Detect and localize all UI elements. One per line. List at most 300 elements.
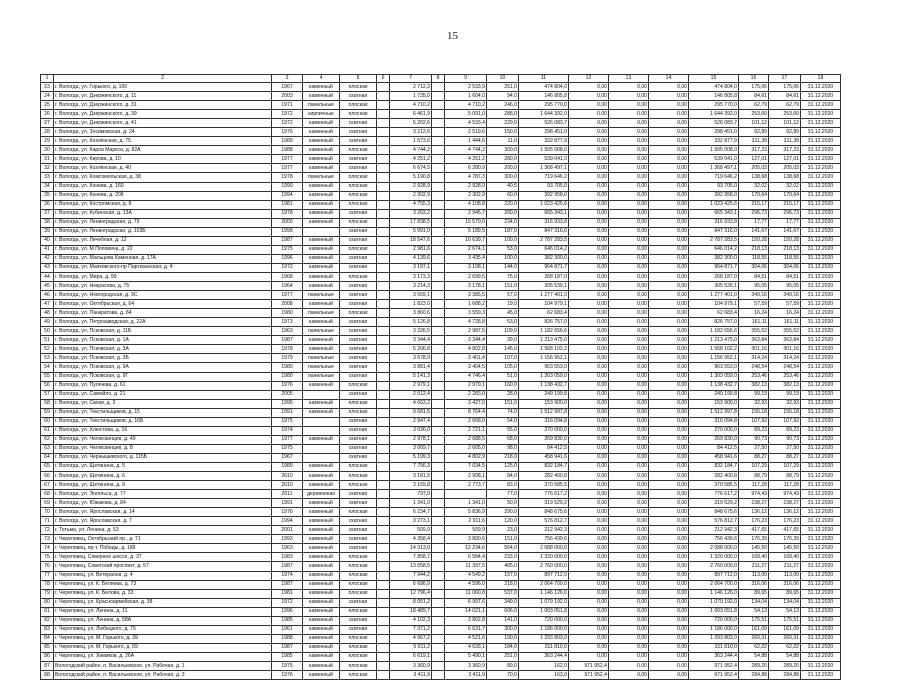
table-cell-col-4: каменный [303,435,340,444]
table-cell-col-13: 0,00 [609,272,649,281]
table-cell-col-9: 6 280,9 [445,164,487,173]
table-cell-col-1: 64 [41,453,54,462]
table-cell-col-4: каменный [303,598,340,607]
table-cell-col-16: 113,00 [739,571,769,580]
table-cell-col-14: 0,00 [649,146,689,155]
table-cell-col-2: г. Вологда, ул. М.Поповича, д. 22 [54,245,272,254]
table-cell-col-4: каменный [303,119,340,128]
table-cell-col-5: скатная [340,92,377,101]
table-cell-col-1: 52 [41,345,54,354]
table-cell-col-17: 107,29 [769,462,801,471]
table-cell-col-12: 0,00 [569,399,609,408]
table-cell-col-5: плоская [340,218,377,227]
table-cell-col-10: 151,0 [487,535,519,544]
table-cell-col-3: 1972 [272,598,303,607]
table-cell-col-17: 248,54 [769,363,801,372]
table-cell-col-10: 151,0 [487,399,519,408]
table-cell-col-13: 0,00 [609,553,649,562]
table-cell-col-11: 363 244,4 [519,652,569,661]
table-cell-col-16: 316,06 [739,580,769,589]
table-cell-col-11: 311 810,0 [519,643,569,652]
table-cell-col-4: каменный [303,671,340,680]
table-cell-col-3: 1972 [272,263,303,272]
table-cell-col-1: 43 [41,263,54,272]
table-cell-col-2: г. Вологда, ул. Зосимовская, д. 24 [54,128,272,137]
table-cell-col-3: 1987 [272,236,303,245]
table-cell-col-16: 176,23 [739,517,769,526]
table-cell-col-10: 19,0 [487,300,519,309]
table-cell-col-10: 107,0 [487,354,519,363]
table-cell-col-6 [377,164,390,173]
table-cell-col-6 [377,327,390,336]
table-cell-col-3: 1978 [272,173,303,182]
table-cell-col-14: 0,00 [649,662,689,671]
table-cell-col-6 [377,616,390,625]
table-cell-col-13: 0,00 [609,472,649,481]
table-cell-col-17: 95,05 [769,282,801,291]
table-cell-col-16: 211,38 [739,137,769,146]
table-cell-col-14: 0,00 [649,164,689,173]
table-cell-col-6 [377,472,390,481]
table-cell-col-4: каменный [303,182,340,191]
table-cell-col-16: 138,68 [739,173,769,182]
table-cell-col-11: 539 041,0 [519,155,569,164]
table-cell-col-10: 160,0 [487,381,519,390]
table-cell-col-15: 1 320 000,0 [689,553,739,562]
table-cell-col-5: скатная [340,426,377,435]
table-cell-col-11: 719 646,2 [519,173,569,182]
table-cell-col-2: г. Череповец, ул. К. Беляева, д. 73 [54,580,272,589]
table-cell-col-7: 4 358,4 [390,535,432,544]
table-cell-col-14: 0,00 [649,300,689,309]
table-cell-col-4: каменный [303,408,340,417]
table-cell-col-10: 94,0 [487,92,519,101]
table-row [41,417,841,426]
table-cell-col-6 [377,652,390,661]
table-cell-col-13: 0,00 [609,535,649,544]
table-cell-col-9: 5 091,0 [445,110,487,119]
table-cell-col-18: 31.12.2020 [801,417,841,426]
table-cell-col-16: 168,40 [739,553,769,562]
table-cell-col-14: 0,00 [649,499,689,508]
table-cell-col-5: скатная [340,282,377,291]
table-cell-col-8 [432,372,445,381]
table-cell-col-7: 1 823,0 [390,300,432,309]
table-cell-col-7: 3 678,9 [390,354,432,363]
table-cell-col-3: 1994 [272,191,303,200]
table-cell-col-15: 1 138 432,7 [689,381,739,390]
table-cell-col-11: 963 553,0 [519,363,569,372]
table-cell-col-7: 3 159,8 [390,481,432,490]
table-cell-col-14: 0,00 [649,83,689,92]
table-cell-col-6 [377,544,390,553]
table-cell-col-11: 897 712,0 [519,571,569,580]
table-cell-col-6 [377,227,390,236]
table-cell-col-1: 34 [41,182,54,191]
table-cell-col-2: г. Вологда, ул. Карла Маркса, д. 82А [54,146,272,155]
table-cell-col-18: 31.12.2020 [801,625,841,634]
table-cell-col-17: 118,55 [769,254,801,263]
table-cell-col-15: 539 041,0 [689,155,739,164]
table-cell-col-9: 2 987,5 [445,327,487,336]
table-cell-col-3: 1991 [272,408,303,417]
table-cell-col-12: 0,00 [569,155,609,164]
column-header-16: 16 [739,75,769,83]
table-cell-col-1: 67 [41,481,54,490]
table-cell-col-16: 32,02 [739,182,769,191]
table-cell-col-14: 0,00 [649,227,689,236]
table-cell-col-14: 0,00 [649,354,689,363]
table-cell-col-9: 1 444,6 [445,137,487,146]
table-cell-col-18: 31.12.2020 [801,571,841,580]
table-cell-col-12: 0,00 [569,164,609,173]
table-cell-col-6 [377,209,390,218]
table-cell-col-11: 153 900,0 [519,399,569,408]
table-cell-col-4: каменный [303,462,340,471]
table-cell-col-7: 3 860,6 [390,309,432,318]
table-cell-col-5: плоская [340,309,377,318]
table-cell-col-6 [377,481,390,490]
table-cell-col-10: 537,0 [487,589,519,598]
table-cell-col-18: 31.12.2020 [801,272,841,281]
table-cell-col-6 [377,535,390,544]
table-cell-col-3: 2000 [272,218,303,227]
table-cell-col-10: 251,0 [487,83,519,92]
column-header-3: 3 [272,75,303,83]
table-cell-col-6 [377,526,390,535]
table-cell-col-14: 0,00 [649,589,689,598]
table-row [41,137,841,146]
table-cell-col-3: 1987 [272,580,303,589]
table-cell-col-13: 0,00 [609,462,649,471]
table-cell-col-15: 1 023 425,6 [689,200,739,209]
table-cell-col-15: 93 705,0 [689,182,739,191]
table-cell-col-15: 1 568 102,2 [689,345,739,354]
table-cell-col-12: 0,00 [569,435,609,444]
table-cell-col-14: 0,00 [649,291,689,300]
table-cell-col-9: 4 802,8 [445,345,487,354]
table-cell-col-5: скатная [340,318,377,327]
table-cell-col-18: 31.12.2020 [801,580,841,589]
table-cell-col-12: 0,00 [569,652,609,661]
table-cell-col-16: 161,09 [739,625,769,634]
table-cell-col-17: 89,23 [769,426,801,435]
table-cell-col-6 [377,128,390,137]
table-cell-col-1: 37 [41,209,54,218]
column-header-11: 11 [519,75,569,83]
table-cell-col-13: 0,00 [609,417,649,426]
table-cell-col-5: скатная [340,453,377,462]
table-cell-col-16: 296,73 [739,209,769,218]
table-cell-col-18: 31.12.2020 [801,173,841,182]
table-cell-col-13: 0,00 [609,191,649,200]
table-cell-col-7: 1 341,0 [390,499,432,508]
table-row [41,291,841,300]
table-cell-col-11: 1 568 102,2 [519,345,569,354]
table-cell-col-5: плоская [340,508,377,517]
table-cell-col-5: плоская [340,562,377,571]
table-cell-col-18: 31.12.2020 [801,435,841,444]
table-cell-col-7: 3 173,3 [390,272,432,281]
table-cell-col-3: 1978 [272,209,303,218]
table-cell-col-1: 47 [41,300,54,309]
table-row [41,589,841,598]
table-cell-col-7: 3 197,1 [390,263,432,272]
table-cell-col-16: 284,88 [739,671,769,680]
table-cell-col-15: 1 146 126,0 [689,589,739,598]
table-cell-col-11: 104 979,1 [519,300,569,309]
table-cell-col-9: 3 800,6 [445,535,487,544]
table-cell-col-17: 32,93 [769,399,801,408]
table-cell-col-8 [432,119,445,128]
table-cell-col-11: 163,0 [519,671,569,680]
table-cell-col-5: плоская [340,83,377,92]
column-header-14: 14 [649,75,689,83]
table-cell-col-13: 0,00 [609,336,649,345]
table-cell-col-16: 176,39 [739,535,769,544]
table-cell-col-11: 249 199,8 [519,390,569,399]
table-cell-col-18: 31.12.2020 [801,182,841,191]
table-cell-col-17: 215,17 [769,200,801,209]
table-cell-col-13: 0,00 [609,209,649,218]
table-cell-col-13: 0,00 [609,598,649,607]
table-cell-col-11: 776 617,2 [519,490,569,499]
table-cell-col-14: 0,00 [649,490,689,499]
table-cell-col-6 [377,182,390,191]
table-cell-col-9: 3 559,3 [445,309,487,318]
table-cell-col-10: 218,0 [487,453,519,462]
table-cell-col-8 [432,146,445,155]
table-cell-col-15: 1 303 059,0 [689,372,739,381]
table-cell-col-9: 4 633,1 [445,643,487,652]
table-cell-col-4: каменный [303,589,340,598]
table-cell-col-10: 141,0 [487,616,519,625]
table-cell-col-13: 0,00 [609,499,649,508]
table-cell-col-15: 576 812,7 [689,517,739,526]
table-cell-col-9: 2 721,1 [445,426,487,435]
table-cell-col-16: 88,79 [739,472,769,481]
table-cell-col-6 [377,200,390,209]
table-cell-col-9: 3 344,4 [445,336,487,345]
table-cell-col-7: 14 313,0 [390,544,432,553]
table-cell-col-18: 31.12.2020 [801,263,841,272]
table-cell-col-4: каменный [303,662,340,671]
table-cell-col-7: 3 036,0 [390,426,432,435]
table-cell-col-2: г. Череповец, ул. Любецкого, д. 75 [54,625,272,634]
table-cell-col-13: 0,00 [609,182,649,191]
table-cell-col-10: 60,0 [487,191,519,200]
table-cell-col-15: 897 712,0 [689,571,739,580]
table-cell-col-14: 0,00 [649,616,689,625]
table-cell-col-6 [377,390,390,399]
table-row [41,227,841,236]
table-cell-col-10: 83,0 [487,481,519,490]
table-cell-col-16: 211,27 [739,562,769,571]
table-cell-col-6 [377,462,390,471]
table-cell-col-5: скатная [340,625,377,634]
table-cell-col-17: 417,65 [769,526,801,535]
table-cell-col-8 [432,209,445,218]
table-cell-col-1: 41 [41,245,54,254]
table-cell-col-2: г. Вологда, ул. Дзержинского, д. 39 [54,110,272,119]
table-cell-col-9: 11 397,5 [445,562,487,571]
table-cell-col-17: 54,13 [769,607,801,616]
table-cell-col-16: 289,20 [739,662,769,671]
table-row [41,363,841,372]
table-row [41,173,841,182]
table-cell-col-9: 2 908,1 [445,472,487,481]
table-cell-col-14: 0,00 [649,517,689,526]
table-row [41,462,841,471]
table-cell-col-11: 1 368 497,1 [519,164,569,173]
table-cell-col-4: каменный [303,616,340,625]
table-cell-col-9: 2 911,6 [445,517,487,526]
table-cell-col-8 [432,318,445,327]
table-cell-col-5: скатная [340,444,377,453]
table-cell-col-12: 0,00 [569,381,609,390]
table-cell-col-17: 32,02 [769,182,801,191]
table-cell-col-8 [432,390,445,399]
table-cell-col-14: 0,00 [649,598,689,607]
table-cell-col-5: скатная [340,517,377,526]
table-cell-col-14: 0,00 [649,155,689,164]
table-cell-col-18: 31.12.2020 [801,83,841,92]
table-cell-col-17: 62,79 [769,101,801,110]
table-cell-col-13: 0,00 [609,164,649,173]
table-cell-col-16: 27,50 [739,444,769,453]
table-cell-col-18: 31.12.2020 [801,662,841,671]
table-cell-col-5: скатная [340,300,377,309]
table-cell-col-15: 458 941,6 [689,453,739,462]
table-cell-col-3: 1976 [272,128,303,137]
table-cell-col-15: 84 412,5 [689,444,739,453]
table-cell-col-12: 0,00 [569,571,609,580]
table-cell-col-7: 2 981,6 [390,245,432,254]
table-cell-col-11: 1 146 126,0 [519,589,569,598]
table-cell-col-11: 93 705,0 [519,182,569,191]
table-cell-col-5: скатная [340,598,377,607]
table-cell-col-1: 53 [41,354,54,363]
table-cell-col-14: 0,00 [649,92,689,101]
table-cell-col-3: 1974 [272,571,303,580]
table-cell-col-14: 0,00 [649,345,689,354]
table-cell-col-18: 31.12.2020 [801,372,841,381]
table-cell-col-8 [432,309,445,318]
table-cell-col-15: 971 952,4 [689,671,739,680]
table-cell-col-13: 0,00 [609,363,649,372]
table-cell-col-10: 109,0 [487,327,519,336]
column-header-6: 6 [377,75,390,83]
table-cell-col-3: 1977 [272,291,303,300]
table-cell-col-5: плоская [340,182,377,191]
table-cell-col-17: 113,00 [769,571,801,580]
table-cell-col-5: плоская [340,652,377,661]
table-cell-col-9: 2 688,5 [445,435,487,444]
table-cell-col-5: скатная [340,236,377,245]
table-cell-col-5: скатная [340,499,377,508]
table-cell-col-15: 756 439,6 [689,535,739,544]
table-cell-col-9: 5 189,5 [445,227,487,236]
table-body [41,83,841,680]
table-cell-col-14: 0,00 [649,444,689,453]
table-cell-col-11: 1 023 425,6 [519,200,569,209]
table-cell-col-4: каменный [303,300,340,309]
table-cell-col-11: 305 539,1 [519,282,569,291]
table-cell-col-7: 7 858,7 [390,553,432,562]
table-cell-col-18: 31.12.2020 [801,119,841,128]
table-cell-col-15: 146 805,8 [689,92,739,101]
table-cell-col-16: 253,46 [739,372,769,381]
table-cell-col-16: 150,28 [739,236,769,245]
table-cell-col-9 [445,490,487,499]
table-cell-col-10: 290,0 [487,508,519,517]
table-cell-col-10: 74,0 [487,408,519,417]
table-cell-col-5: скатная [340,616,377,625]
table-cell-col-2: г. Вологда, ул. Мира, д. 99 [54,272,272,281]
column-header-1: 1 [41,75,54,83]
table-cell-col-3: 1975 [272,245,303,254]
table-row [41,110,841,119]
table-cell-col-2: г. Череповец, ул. М. Горького, д. 39 [54,634,272,643]
table-cell-col-13: 0,00 [609,300,649,309]
table-cell-col-5: скатная [340,155,377,164]
table-row [41,517,841,526]
table-cell-col-8 [432,453,445,462]
table-cell-col-8 [432,426,445,435]
table-cell-col-2: г. Череповец, ул. М. Горького, д. 69 [54,643,272,652]
table-cell-col-18: 31.12.2020 [801,227,841,236]
table-cell-col-9: 3 108,1 [445,263,487,272]
table-cell-col-3: 1964 [272,282,303,291]
table-cell-col-9: 4 533,4 [445,119,487,128]
table-cell-col-5: плоская [340,589,377,598]
table-cell-col-8 [432,535,445,544]
table-cell-col-9: 16 639,7 [445,236,487,245]
table-cell-col-17: 161,11 [769,318,801,327]
table-cell-col-14: 0,00 [649,236,689,245]
table-cell-col-15: 1 003 051,8 [689,607,739,616]
table-cell-col-1: 72 [41,526,54,535]
table-cell-col-17: 176,39 [769,535,801,544]
table-cell-col-15: 848 675,6 [689,508,739,517]
table-cell-col-13: 0,00 [609,155,649,164]
table-cell-col-10: 405,0 [487,562,519,571]
table-cell-col-16: 248,54 [739,363,769,372]
table-cell-col-10: 251,0 [487,652,519,661]
table-cell-col-2: г. Череповец, Советский проспект, д. 57 [54,562,272,571]
table-cell-col-11: 295 770,0 [519,101,569,110]
table-cell-col-10: 300,0 [487,625,519,634]
table-cell-col-16: 62,22 [739,643,769,652]
table-cell-col-7: 6 686,9 [390,580,432,589]
table-cell-col-8 [432,571,445,580]
table-cell-col-9: 5 836,9 [445,508,487,517]
table-cell-col-17: 176,23 [769,517,801,526]
table-cell-col-2: г. Вологда, ул. Дзержинского, д. 31 [54,101,272,110]
table-cell-col-18: 31.12.2020 [801,399,841,408]
table-cell-col-18: 31.12.2020 [801,164,841,173]
table-cell-col-7: 5 202,6 [390,119,432,128]
table-cell-col-5: скатная [340,137,377,146]
table-cell-col-7: 1 735,0 [390,92,432,101]
table-cell-col-16: 136,12 [739,508,769,517]
table-row [41,444,841,453]
table-cell-col-1: 60 [41,417,54,426]
table-cell-col-3: 1994 [272,517,303,526]
table-cell-col-12: 0,00 [569,200,609,209]
table-cell-col-1: 55 [41,372,54,381]
table-row [41,245,841,254]
